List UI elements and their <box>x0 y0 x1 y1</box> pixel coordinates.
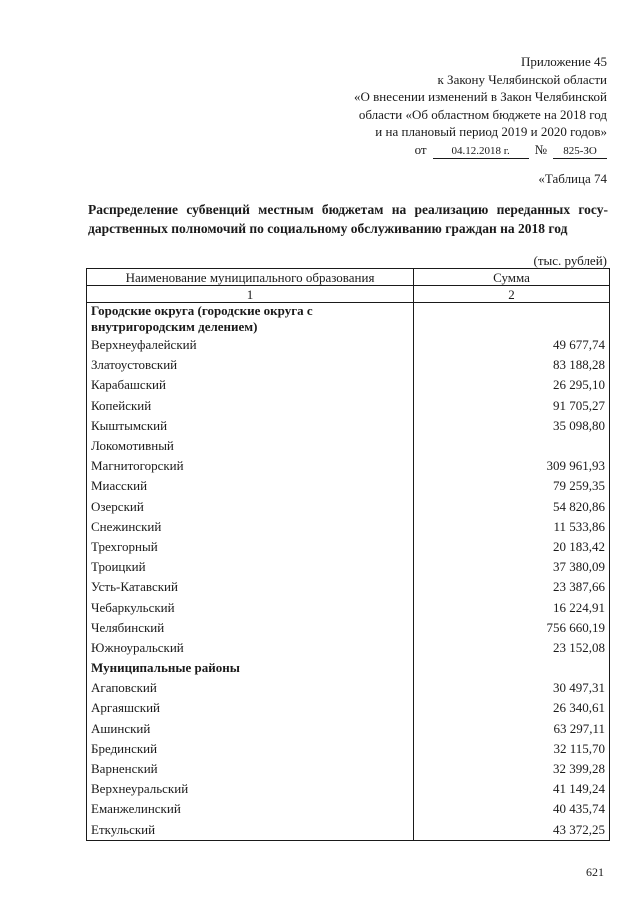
table-row <box>87 537 610 557</box>
column-number-row <box>87 286 610 303</box>
table-row <box>87 436 610 456</box>
table-row <box>87 779 610 799</box>
table-row <box>87 476 610 496</box>
sum-cell: 26 340,61 <box>414 698 610 718</box>
table-row <box>87 416 610 436</box>
header-line: Приложение 45 <box>520 54 607 69</box>
municipality-name-cell: Еткульский <box>87 820 414 841</box>
sum-cell: 11 533,86 <box>414 517 610 537</box>
group-name-cell: Муниципальные районы <box>87 658 414 678</box>
municipality-name-cell: Кыштымский <box>87 416 414 436</box>
table-row <box>87 497 610 517</box>
law-date-number-line <box>287 141 607 159</box>
law-number: 825-ЗО <box>553 145 607 159</box>
table-row <box>87 799 610 819</box>
municipality-name-cell: Агаповский <box>87 678 414 698</box>
sum-cell: 32 115,70 <box>414 739 610 759</box>
table-row <box>87 597 610 617</box>
municipality-name-cell: Копейский <box>87 396 414 416</box>
municipality-name-cell: Троицкий <box>87 557 414 577</box>
from-label: от <box>414 141 427 157</box>
header-sum: Сумма <box>414 269 610 286</box>
table-group-row <box>87 658 610 678</box>
sum-cell: 16 224,91 <box>414 597 610 617</box>
sum-cell: 43 372,25 <box>414 820 610 841</box>
column-number: 2 <box>414 286 610 303</box>
sum-cell: 54 820,86 <box>414 497 610 517</box>
table-row <box>87 678 610 698</box>
table-row <box>87 355 610 375</box>
page-number: 621 <box>586 865 604 879</box>
sum-cell: 756 660,19 <box>414 618 610 638</box>
municipality-name-cell: Миасский <box>87 476 414 496</box>
sum-cell: 30 497,31 <box>414 678 610 698</box>
sum-cell: 91 705,27 <box>414 396 610 416</box>
document-title: Распределение субвенций местным бюджетам на реализацию переданных госу-дарственных полномочий по социальному обслуживанию граждан на 2018 год <box>88 202 608 236</box>
table-row <box>87 456 610 476</box>
sum-cell <box>414 436 610 456</box>
municipality-name-cell: Ашинский <box>87 719 414 739</box>
table-body <box>87 303 610 841</box>
sum-cell <box>414 658 610 678</box>
municipality-name-cell: Брединский <box>87 739 414 759</box>
number-label: № <box>534 141 547 157</box>
table-row <box>87 698 610 718</box>
table-caption: «Таблица 74 <box>538 171 607 186</box>
sum-cell: 35 098,80 <box>414 416 610 436</box>
subvention-table <box>86 268 610 841</box>
municipality-name-cell: Чебаркульский <box>87 597 414 617</box>
table-row <box>87 759 610 779</box>
sum-cell: 23 152,08 <box>414 638 610 658</box>
sum-cell: 83 188,28 <box>414 355 610 375</box>
municipality-name-cell: Карабашский <box>87 375 414 395</box>
municipality-name-cell: Аргаяшский <box>87 698 414 718</box>
municipality-name-cell: Челябинский <box>87 618 414 638</box>
column-number: 1 <box>87 286 414 303</box>
sum-cell: 26 295,10 <box>414 375 610 395</box>
table-group-row <box>87 303 610 336</box>
municipality-name-cell: Златоустовский <box>87 355 414 375</box>
sum-cell: 79 259,35 <box>414 476 610 496</box>
sum-cell: 41 149,24 <box>414 779 610 799</box>
group-name-cell: Городские округа (городские округа с внутригородским делением) <box>87 303 414 336</box>
municipality-name-cell: Усть-Катавский <box>87 577 414 597</box>
municipality-name-cell: Магнитогорский <box>87 456 414 476</box>
municipality-name-cell: Снежинский <box>87 517 414 537</box>
units-label: (тыс. рублей) <box>533 253 607 268</box>
table-row <box>87 375 610 395</box>
municipality-name-cell: Варненский <box>87 759 414 779</box>
table-row <box>87 820 610 841</box>
sum-cell: 40 435,74 <box>414 799 610 819</box>
municipality-name-cell: Еманжелинский <box>87 799 414 819</box>
table-row <box>87 618 610 638</box>
table-row <box>87 335 610 355</box>
sum-cell <box>414 303 610 336</box>
municipality-name-cell: Верхнеуральский <box>87 779 414 799</box>
sum-cell: 49 677,74 <box>414 335 610 355</box>
table-row <box>87 396 610 416</box>
table-header-row <box>87 269 610 286</box>
sum-cell: 32 399,28 <box>414 759 610 779</box>
table-row <box>87 638 610 658</box>
header-line: и на плановый период 2019 и 2020 годов» <box>375 124 607 139</box>
appendix-header <box>287 53 607 159</box>
table-row <box>87 739 610 759</box>
sum-cell: 63 297,11 <box>414 719 610 739</box>
table-row <box>87 577 610 597</box>
sum-cell: 23 387,66 <box>414 577 610 597</box>
municipality-name-cell: Озерский <box>87 497 414 517</box>
law-date: 04.12.2018 г. <box>433 145 529 159</box>
sum-cell: 37 380,09 <box>414 557 610 577</box>
header-line: к Закону Челябинской области <box>437 71 607 87</box>
sum-cell: 309 961,93 <box>414 456 610 476</box>
header-line: области «Об областном бюджете на 2018 год <box>358 106 607 122</box>
header-name: Наименование муниципального образования <box>87 269 414 286</box>
table-row <box>87 719 610 739</box>
table-row <box>87 557 610 577</box>
municipality-name-cell: Южноуральский <box>87 638 414 658</box>
sum-cell: 20 183,42 <box>414 537 610 557</box>
municipality-name-cell: Трехгорный <box>87 537 414 557</box>
municipality-name-cell: Верхнеуфалейский <box>87 335 414 355</box>
table-row <box>87 517 610 537</box>
municipality-name-cell: Локомотивный <box>87 436 414 456</box>
header-line: «О внесении изменений в Закон Челябинской <box>353 89 607 104</box>
